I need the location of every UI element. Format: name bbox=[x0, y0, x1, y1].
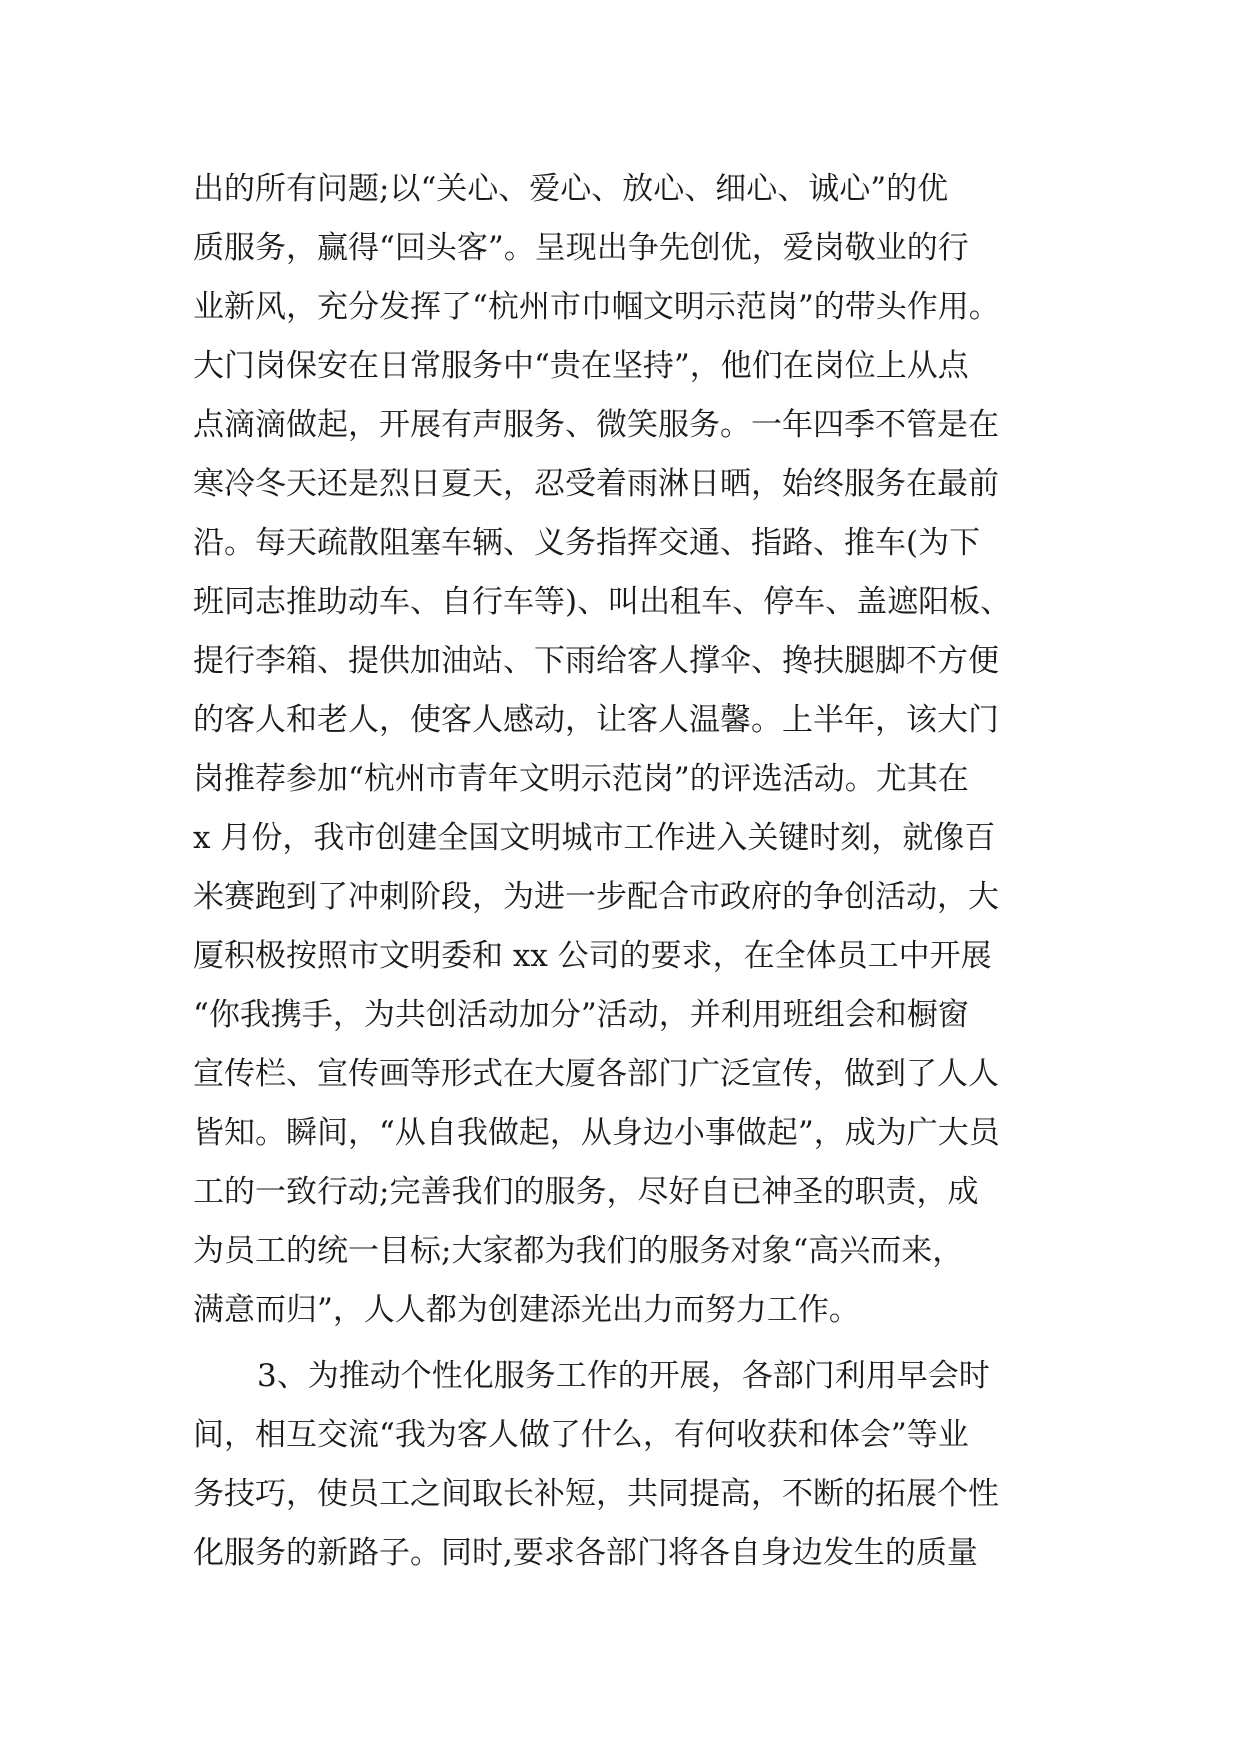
text-line: 点滴滴做起，开展有声服务、微笑服务。一年四季不管是在 bbox=[193, 407, 999, 443]
text-line: 出的所有问题;以“关心、爱心、放心、细心、诚心”的优 bbox=[193, 171, 949, 207]
text-line: 间，相互交流“我为客人做了什么，有何收获和体会”等业 bbox=[193, 1417, 969, 1453]
text-line: 米赛跑到了冲刺阶段，为进一步配合市政府的争创活动，大 bbox=[193, 879, 999, 915]
paragraph-spacing bbox=[193, 1340, 1073, 1347]
text-line: 沿。每天疏散阻塞车辆、义务指挥交通、指路、推车(为下 bbox=[193, 525, 981, 561]
text-line: 大门岗保安在日常服务中“贵在坚持”，他们在岗位上从点 bbox=[193, 348, 969, 384]
text-line: 满意而归”，人人都为创建添光出力而努力工作。 bbox=[193, 1292, 860, 1328]
text-line: 业新风，充分发挥了“杭州市巾帼文明示范岗”的带头作用。 bbox=[193, 289, 1000, 325]
text-line: 皆知。瞬间，“从自我做起，从身边小事做起”，成为广大员 bbox=[193, 1115, 1000, 1151]
text-line: 化服务的新路子。同时,要求各部门将各自身边发生的质量 bbox=[193, 1535, 978, 1571]
text-line: 宣传栏、宣传画等形式在大厦各部门广泛宣传，做到了人人 bbox=[193, 1056, 999, 1092]
text-line: 岗推荐参加“杭州市青年文明示范岗”的评选活动。尤其在 bbox=[193, 761, 969, 797]
text-line: 工的一致行动;完善我们的服务，尽好自已神圣的职责，成 bbox=[193, 1174, 979, 1210]
text-line: 提行李箱、提供加油站、下雨给客人撑伞、搀扶腿脚不方便 bbox=[193, 643, 999, 679]
text-line: x 月份，我市创建全国文明城市工作进入关键时刻，就像百 bbox=[193, 820, 996, 856]
text-line: 寒冷冬天还是烈日夏天，忍受着雨淋日晒，始终服务在最前 bbox=[193, 466, 999, 502]
text-line: 的客人和老人，使客人感动，让客人温馨。上半年，该大门 bbox=[193, 702, 999, 738]
text-line: 务技巧，使员工之间取长补短，共同提高，不断的拓展个性 bbox=[193, 1476, 999, 1512]
text-line: 为员工的统一目标;大家都为我们的服务对象“高兴而来， bbox=[193, 1233, 964, 1269]
text-line: 质服务，赢得“回头客”。呈现出争先创优，爱岗敬业的行 bbox=[193, 230, 969, 266]
text-line: “你我携手，为共创活动加分”活动，并利用班组会和橱窗 bbox=[193, 997, 969, 1033]
text-line: 厦积极按照市文明委和 xx 公司的要求，在全体员工中开展 bbox=[193, 938, 992, 974]
document-body bbox=[193, 160, 1073, 1583]
paragraph-first-line: 3、为推动个性化服务工作的开展，各部门利用早会时 bbox=[257, 1358, 990, 1394]
text-line: 班同志推助动车、自行车等)、叫出租车、停车、盖遮阳板、 bbox=[193, 584, 1012, 620]
